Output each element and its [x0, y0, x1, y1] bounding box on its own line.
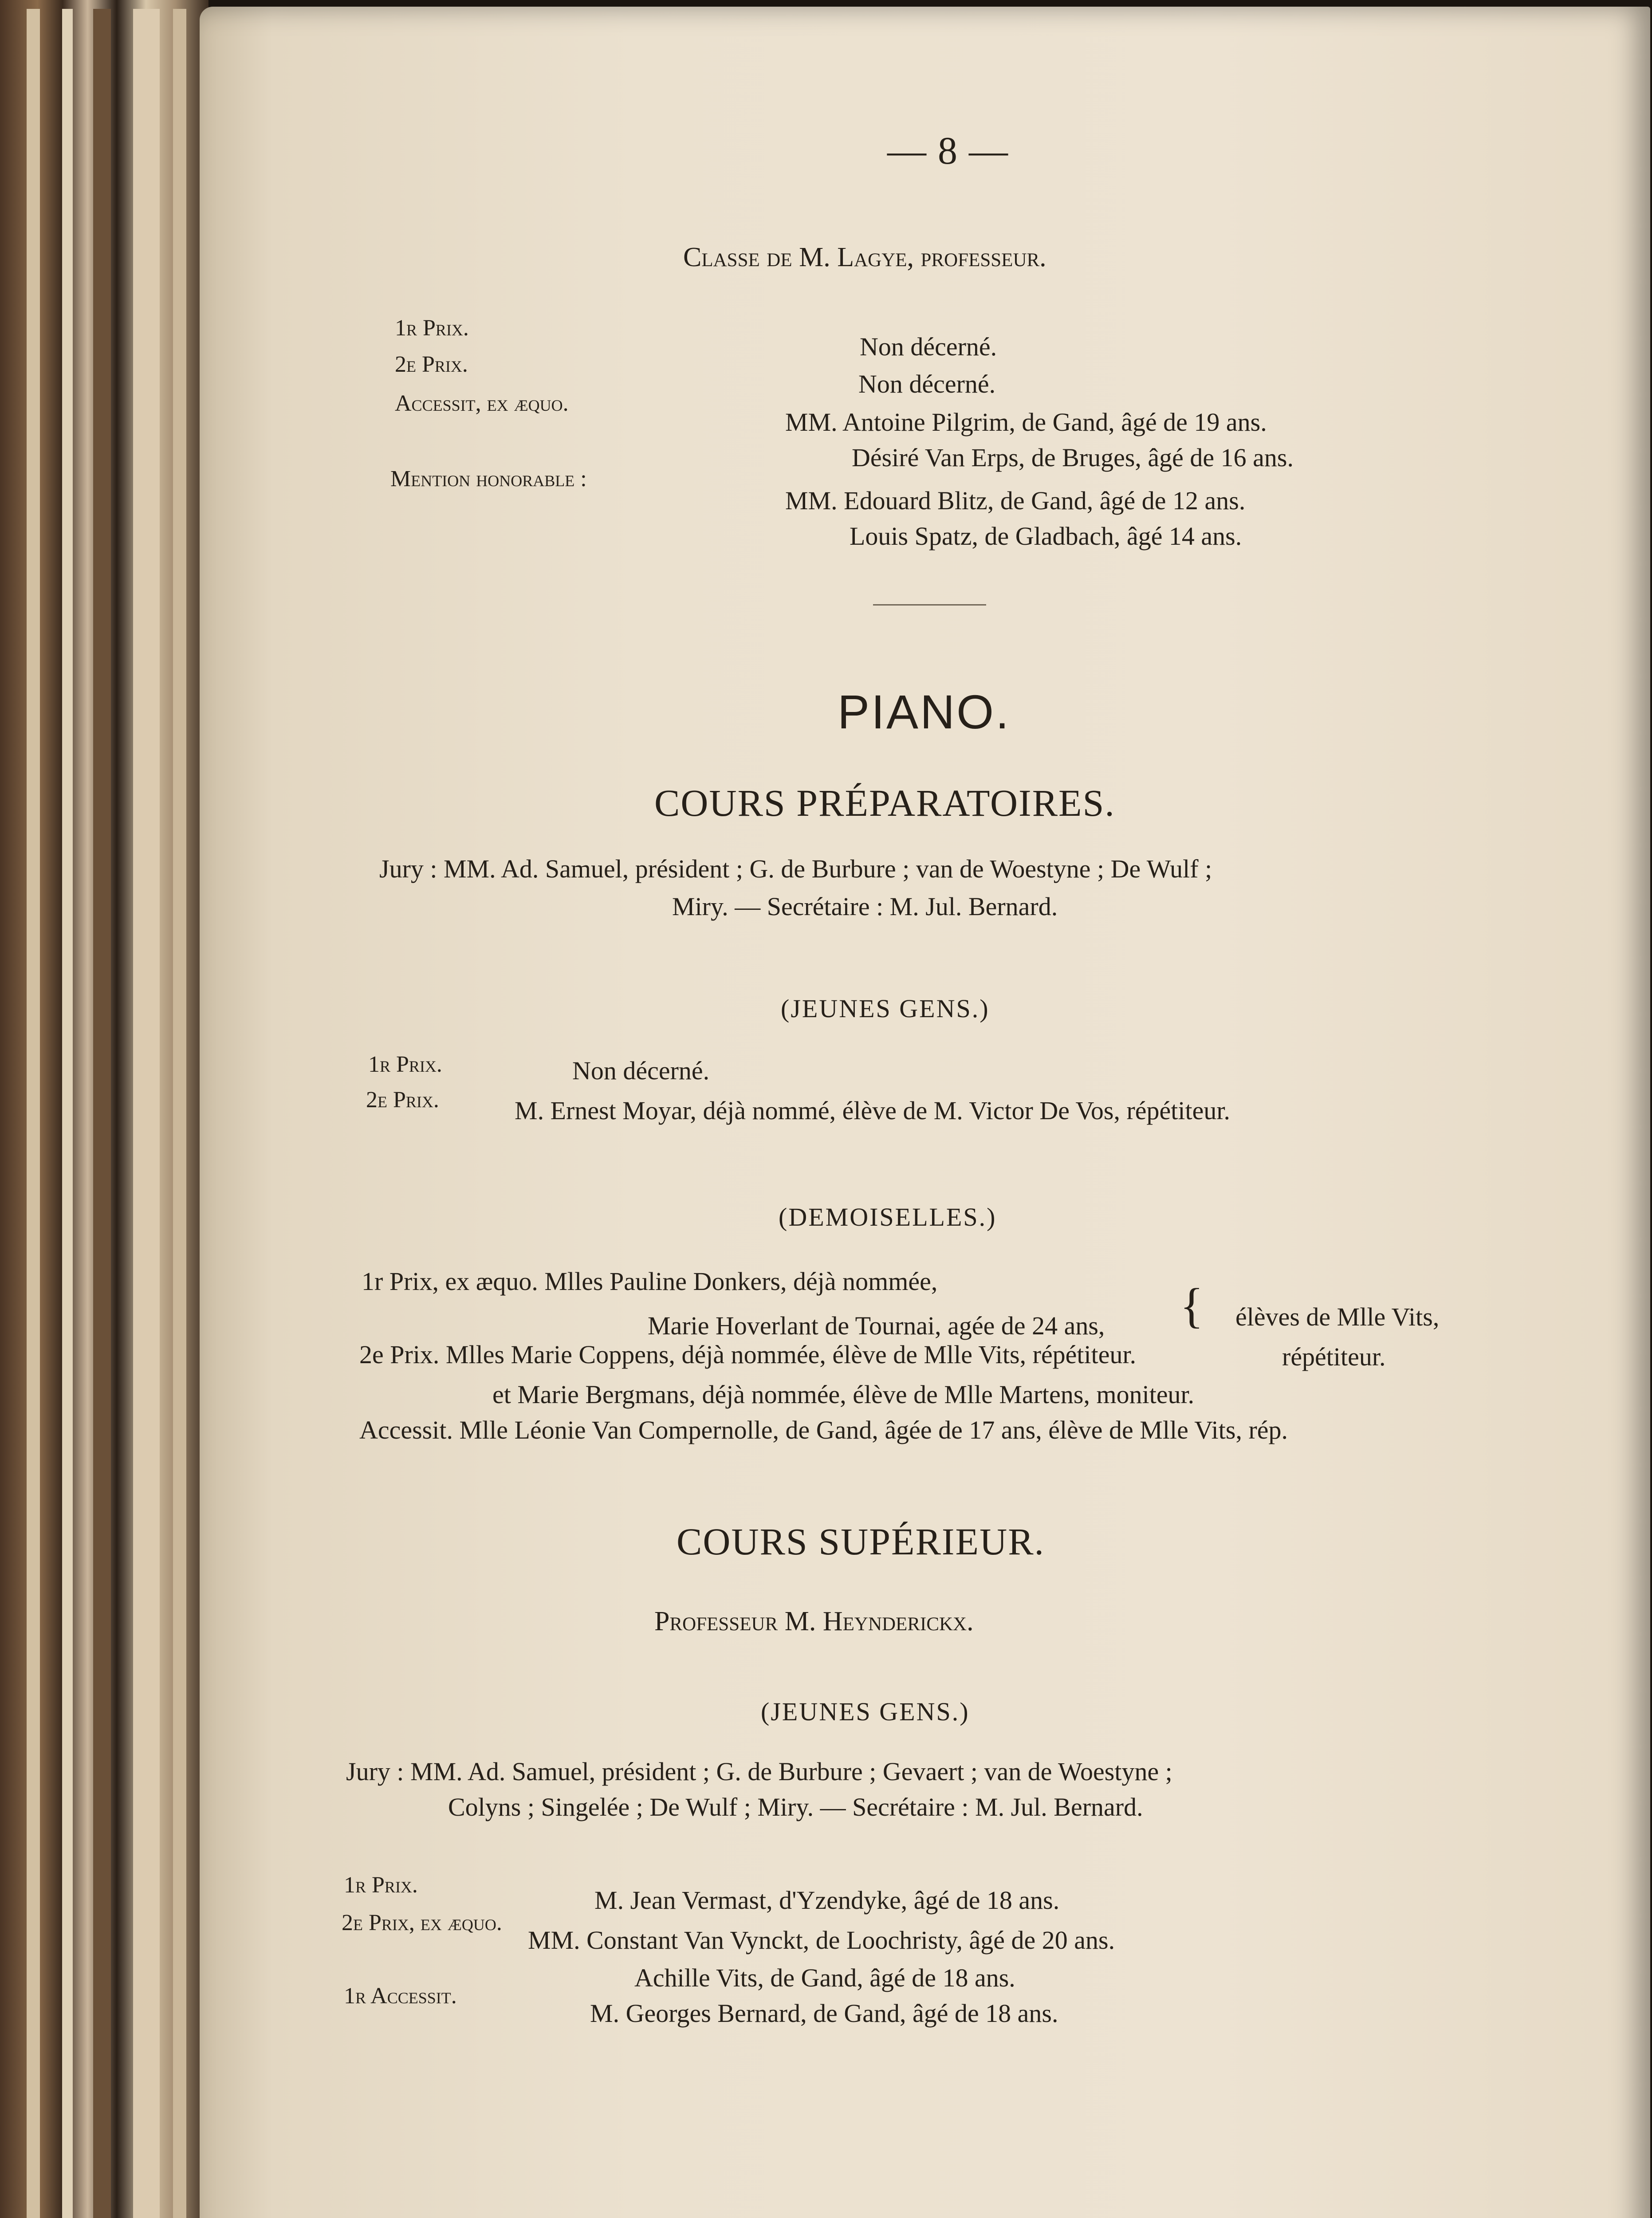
cours-preparatoires-heading: COURS PRÉPARATOIRES.: [654, 782, 1115, 824]
prep-jury-line: Jury : MM. Ad. Samuel, président ; G. de Burbure ; van de Woestyne ; De Wulf ;: [379, 854, 1212, 883]
prep-jury-line: Miry. — Secrétaire : M. Jul. Bernard.: [672, 892, 1058, 921]
prep-demoiselles-heading: (DEMOISELLES.): [779, 1203, 997, 1231]
sup-row-text: Achille Vits, de Gand, âgé de 18 ans.: [634, 1963, 1015, 1992]
sup-jeunes-gens-heading: (JEUNES GENS.): [761, 1697, 970, 1726]
lagye-row-text: MM. Antoine Pilgrim, de Gand, âgé de 19 ans.: [785, 408, 1267, 437]
prep-jg-text: Non décerné.: [572, 1056, 710, 1085]
lagye-row-label: 1r Prix.: [395, 315, 469, 341]
page-edge-strip: [133, 9, 160, 2218]
page-edge-strip: [62, 9, 73, 2218]
demoiselles-line: et Marie Bergmans, déjà nommée, élève de Mlle Martens, moniteur.: [492, 1380, 1195, 1409]
section-divider: [873, 604, 986, 606]
sup-jury-line: Jury : MM. Ad. Samuel, président ; G. de Burbure ; Gevaert ; van de Woestyne ;: [346, 1757, 1172, 1786]
sup-professor: Professeur M. Heynderickx.: [654, 1606, 974, 1636]
demoiselles-line: Marie Hoverlant de Tournai, agée de 24 ans,: [648, 1311, 1105, 1340]
prep-jg-text: M. Ernest Moyar, déjà nommé, élève de M. Victor De Vos, répétiteur.: [515, 1096, 1230, 1125]
lagye-row-text: Non décerné.: [860, 332, 997, 361]
lagye-row-text: Non décerné.: [858, 370, 996, 398]
lagye-row-text: Désiré Van Erps, de Bruges, âgé de 16 ans.: [852, 443, 1294, 472]
prep-jeunes-gens-heading: (JEUNES GENS.): [781, 994, 990, 1023]
demoiselles-brace-text: élèves de Mlle Vits,: [1235, 1302, 1440, 1331]
prep-jg-label: 2e Prix.: [366, 1087, 439, 1113]
piano-heading: PIANO.: [838, 685, 1011, 739]
sup-row-label: 1r Accessit.: [344, 1983, 457, 2009]
demoiselles-line: 2e Prix. Mlles Marie Coppens, déjà nommée, élève de Mlle Vits, répétiteur.: [359, 1340, 1137, 1369]
sup-row-text: M. Jean Vermast, d'Yzendyke, âgé de 18 ans.: [594, 1886, 1060, 1915]
demoiselles-brace-text: répétiteur.: [1282, 1342, 1386, 1371]
sup-row-label: 2e Prix, ex æquo.: [342, 1910, 502, 1935]
prep-jg-label: 1r Prix.: [368, 1052, 442, 1077]
page-number: — 8 —: [887, 130, 1009, 173]
page-edge-strip: [93, 9, 111, 2218]
cours-superieur-heading: COURS SUPÉRIEUR.: [677, 1520, 1045, 1563]
sup-row-label: 1r Prix.: [344, 1872, 418, 1898]
sup-row-text: MM. Constant Van Vynckt, de Loochristy, âgé de 20 ans.: [528, 1926, 1115, 1955]
demoiselles-line: Accessit. Mlle Léonie Van Compernolle, de Gand, âgée de 17 ans, élève de Mlle Vits, rép.: [359, 1416, 1288, 1444]
page-edge-strip: [27, 9, 40, 2218]
lagye-row-label: Accessit, ex æquo.: [395, 391, 569, 416]
sup-jury-line: Colyns ; Singelée ; De Wulf ; Miry. — Secrétaire : M. Jul. Bernard.: [448, 1793, 1143, 1821]
page-edge-strip: [173, 9, 186, 2218]
brace-glyph: {: [1180, 1278, 1204, 1333]
lagye-row-text: Louis Spatz, de Gladbach, âgé 14 ans.: [850, 522, 1242, 551]
sup-row-text: M. Georges Bernard, de Gand, âgé de 18 ans.: [590, 1999, 1058, 2028]
lagye-row-label: Mention honorable :: [390, 466, 587, 492]
lagye-row-text: MM. Edouard Blitz, de Gand, âgé de 12 ans.: [785, 486, 1246, 515]
demoiselles-line: 1r Prix, ex æquo. Mlles Pauline Donkers, déjà nommée,: [362, 1267, 938, 1296]
lagye-row-label: 2e Prix.: [395, 352, 468, 377]
lagye-class-title: Classe de M. Lagye, professeur.: [683, 242, 1046, 272]
